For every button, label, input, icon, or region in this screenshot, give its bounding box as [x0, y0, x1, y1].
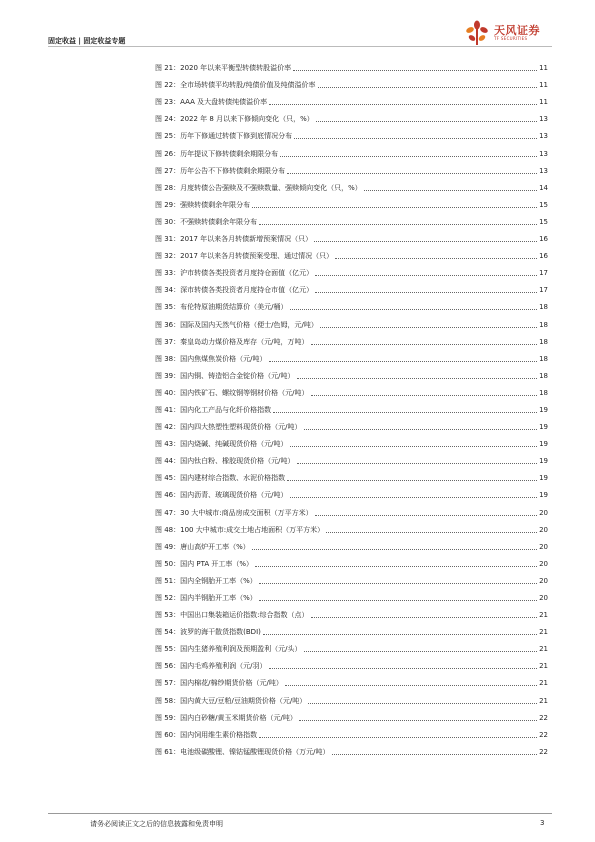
toc-entry-page: 20	[539, 576, 548, 585]
toc-entry[interactable]	[155, 73, 548, 90]
toc-entry[interactable]	[155, 500, 548, 517]
toc-entry-title: 电池级碳酸锂、镍钴锰酸锂现货价格（万元/吨）	[180, 747, 330, 756]
toc-entry-page: 15	[539, 200, 548, 209]
toc-entry-page: 13	[539, 149, 548, 158]
toc-entry-prefix: 图 42：	[155, 423, 181, 432]
toc-entry-title: 30 大中城市:商品房成交面积（万平方米）	[180, 508, 313, 517]
toc-entry-title: 国内钛白粉、橡胶现货价格（元/吨）	[180, 457, 295, 466]
toc-entry-prefix: 图 33：	[155, 269, 181, 278]
toc-entry[interactable]	[155, 312, 548, 329]
toc-entry-title: 国际及国内天然气价格（便士/色姆，元/吨）	[180, 320, 318, 329]
toc-entry[interactable]	[155, 723, 548, 740]
toc-entry-prefix: 图 31：	[155, 235, 181, 244]
toc-entry-prefix: 图 24：	[155, 115, 181, 124]
toc-entry-prefix: 图 34：	[155, 286, 181, 295]
toc-entry[interactable]	[155, 107, 548, 124]
toc-entry-title: 2017 年以来各月转债预案受理、通过情况（只）	[180, 252, 334, 261]
toc-entry[interactable]	[155, 483, 548, 500]
toc-entry-title: 中国出口集装箱运价指数:综合指数（点）	[180, 611, 309, 620]
toc-entry-page: 21	[539, 611, 548, 620]
toc-leader-dots	[259, 583, 537, 584]
toc-entry[interactable]	[155, 466, 548, 483]
toc-entry-page: 21	[539, 662, 548, 671]
toc-entry-page: 18	[539, 354, 548, 363]
toc-entry[interactable]	[155, 671, 548, 688]
toc-entry-title: 月度转债公告强赎及不强赎数量、强赎倾向变化（只，%）	[180, 183, 362, 192]
toc-entry[interactable]	[155, 654, 548, 671]
toc-entry-page: 20	[539, 559, 548, 568]
logo-flower-icon	[464, 20, 490, 46]
toc-leader-dots	[297, 378, 538, 379]
toc-entry-title: 国内饲用维生素价格指数	[180, 730, 258, 739]
toc-entry-prefix: 图 48：	[155, 525, 181, 534]
toc-entry-page: 20	[539, 542, 548, 551]
toc-entry[interactable]	[155, 244, 548, 261]
toc-entry-title: 国内毛鸡养殖利润（元/羽）	[180, 662, 267, 671]
toc-entry-page: 21	[539, 645, 548, 654]
toc-entry-prefix: 图 49：	[155, 542, 181, 551]
toc-entry-page: 13	[539, 166, 548, 175]
toc-entry-prefix: 图 44：	[155, 457, 181, 466]
toc-leader-dots	[290, 446, 538, 447]
toc-leader-dots	[273, 412, 537, 413]
toc-entry-title: 国内建材综合指数、水泥价格指数	[180, 474, 286, 483]
toc-entry[interactable]	[155, 449, 548, 466]
toc-entry-prefix: 图 25：	[155, 132, 181, 141]
toc-entry[interactable]	[155, 90, 548, 107]
toc-entry-page: 13	[539, 115, 548, 124]
toc-entry-prefix: 图 40：	[155, 388, 181, 397]
toc-entry-prefix: 图 30：	[155, 217, 181, 226]
toc-entry-page: 19	[539, 457, 548, 466]
toc-entry-page: 21	[539, 696, 548, 705]
toc-entry-page: 18	[539, 371, 548, 380]
toc-entry-prefix: 图 23：	[155, 98, 181, 107]
toc-entry-page: 20	[539, 594, 548, 602]
toc-entry-title: 全市场转债平均转股/纯债价值及纯债溢价率	[180, 81, 316, 90]
toc-entry-prefix: 图 26：	[155, 149, 181, 158]
toc-entry[interactable]	[155, 740, 548, 757]
toc-entry[interactable]	[155, 620, 548, 637]
toc-entry-title: 国内铜、铸造铝合金锭价格（元/吨）	[180, 371, 295, 380]
toc-entry-prefix: 图 61：	[155, 747, 181, 756]
toc-entry-page: 18	[539, 303, 548, 312]
toc-leader-dots	[320, 327, 537, 328]
toc-entry-title: 国内白砂糖/黄玉米期货价格（元/吨）	[180, 713, 297, 722]
toc-leader-dots	[364, 190, 537, 191]
toc-entry[interactable]	[155, 569, 548, 586]
toc-leader-dots	[311, 395, 538, 396]
toc-leader-dots	[269, 361, 538, 362]
toc-entry-page: 19	[539, 440, 548, 449]
toc-entry[interactable]	[155, 124, 548, 141]
toc-entry-prefix: 图 36：	[155, 320, 181, 329]
toc-entry-title: 国内化工产品与化纤价格指数	[180, 405, 272, 414]
toc-leader-dots	[315, 515, 537, 516]
toc-leader-dots	[316, 121, 537, 122]
toc-entry-page: 15	[539, 217, 548, 226]
toc-entry-prefix: 图 54：	[155, 628, 181, 637]
toc-entry-page: 16	[539, 235, 548, 244]
logo-english-name: TF SECURITIES	[494, 36, 528, 41]
toc-entry-title: 100 大中城市:成交土地占地面积（万平方米）	[180, 525, 325, 534]
toc-entry[interactable]	[155, 364, 548, 381]
toc-entry-title: 国内棉花/棉纱期货价格（元/吨）	[180, 679, 283, 688]
toc-entry-page: 19	[539, 405, 548, 414]
toc-entry-page: 21	[539, 628, 548, 637]
toc-entry-prefix: 图 27：	[155, 166, 181, 175]
toc-entry-title: 唐山高炉开工率（%）	[180, 542, 250, 551]
toc-entry[interactable]	[155, 603, 548, 620]
toc-entry[interactable]	[155, 586, 548, 603]
toc-entry-title: 历年下修通过转债下修到底情况分布	[180, 132, 293, 141]
toc-entry-page: 14	[539, 183, 548, 192]
toc-entry-page: 20	[539, 525, 548, 534]
toc-leader-dots	[326, 532, 537, 533]
toc-entry-prefix: 图 59：	[155, 713, 181, 722]
toc-entry-title: 2020 年以来平衡型转债转股溢价率	[180, 64, 292, 73]
toc-entry[interactable]	[155, 415, 548, 432]
toc-leader-dots	[297, 463, 538, 464]
toc-leader-dots	[332, 754, 538, 755]
toc-entry-page: 18	[539, 320, 548, 329]
toc-entry-prefix: 图 43：	[155, 440, 181, 449]
toc-entry-page: 19	[539, 474, 548, 483]
toc-entry[interactable]	[155, 176, 548, 193]
toc-entry[interactable]	[155, 552, 548, 569]
logo-chinese-name: 天风证券	[494, 24, 540, 37]
toc-entry-title: 历年提议下修转债剩余期限分布	[180, 149, 279, 158]
toc-leader-dots	[293, 70, 537, 71]
company-logo	[464, 20, 564, 48]
footer-divider	[48, 813, 552, 814]
toc-entry[interactable]	[155, 159, 548, 176]
toc-entry-title: 2017 年以来各月转债新增预案情况（只）	[180, 235, 313, 244]
toc-leader-dots	[318, 87, 538, 88]
toc-entry[interactable]	[155, 706, 548, 723]
toc-leader-dots	[315, 292, 537, 293]
toc-entry-page: 16	[539, 252, 548, 261]
toc-leader-dots	[269, 104, 537, 105]
toc-entry-prefix: 图 37：	[155, 337, 181, 346]
toc-leader-dots	[259, 600, 537, 601]
toc-entry-prefix: 图 53：	[155, 611, 181, 620]
toc-leader-dots	[304, 651, 538, 652]
toc-entry-title: 布伦特原油期货结算价（美元/桶）	[180, 303, 288, 312]
toc-leader-dots	[280, 156, 537, 157]
toc-entry[interactable]	[155, 141, 548, 158]
toc-leader-dots	[259, 737, 537, 738]
toc-leader-dots	[304, 429, 538, 430]
toc-entry-prefix: 图 46：	[155, 491, 181, 500]
toc-entry-title: 国内沥青、玻璃现货价格（元/吨）	[180, 491, 288, 500]
toc-entry[interactable]	[155, 432, 548, 449]
toc-leader-dots	[308, 703, 537, 704]
toc-leader-dots	[287, 173, 537, 174]
page-number: 3	[540, 819, 545, 827]
toc-entry[interactable]	[155, 381, 548, 398]
toc-leader-dots	[294, 138, 537, 139]
toc-entry-prefix: 图 60：	[155, 730, 181, 739]
toc-entry-title: 国内黄大豆/豆粕/豆油期货价格（元/吨）	[180, 696, 307, 705]
toc-entry[interactable]	[155, 227, 548, 244]
toc-leader-dots	[285, 685, 537, 686]
toc-entry-prefix: 图 29：	[155, 200, 181, 209]
toc-leader-dots	[314, 241, 537, 242]
toc-entry-title: 波罗的海干散货指数(BDI)	[180, 628, 261, 637]
toc-entry-prefix: 图 55：	[155, 645, 181, 654]
toc-leader-dots	[290, 497, 538, 498]
toc-entry-prefix: 图 35：	[155, 303, 181, 312]
toc-entry-title: 历年公告不下修转债剩余期限分布	[180, 166, 286, 175]
toc-entry-title: 深市转债各类投资者月度持仓市值（亿元）	[180, 286, 314, 295]
toc-entry[interactable]	[155, 210, 548, 227]
toc-leader-dots	[259, 224, 537, 225]
toc-entry-prefix: 图 58：	[155, 696, 181, 705]
toc-entry[interactable]	[155, 330, 548, 347]
toc-entry-prefix: 图 38：	[155, 354, 181, 363]
toc-entry-prefix: 图 22：	[155, 81, 181, 90]
toc-entry[interactable]	[155, 688, 548, 705]
toc-entry-page: 21	[539, 679, 548, 688]
toc-entry-prefix: 图 50：	[155, 559, 181, 568]
toc-entry[interactable]	[155, 535, 548, 552]
toc-leader-dots	[263, 634, 537, 635]
toc-entry[interactable]	[155, 56, 548, 73]
toc-entry[interactable]	[155, 398, 548, 415]
toc-entry-title: 国内半钢胎开工率（%）	[180, 594, 257, 602]
toc-entry-title: 强赎转债剩余年限分布	[180, 200, 251, 209]
toc-entry-title: 国内 PTA 开工率（%）	[180, 559, 253, 568]
toc-entry-page: 19	[539, 423, 548, 432]
toc-entry-title: 2022 年 8 月以来下修倾向变化（只，%）	[180, 115, 314, 124]
toc-entry-title: 国内焦煤焦炭价格（元/吨）	[180, 354, 267, 363]
toc-entry-title: 沪市转债各类投资者月度持仓面值（亿元）	[180, 269, 314, 278]
toc-entry-page: 18	[539, 388, 548, 397]
toc-entry-prefix: 图 45：	[155, 474, 181, 483]
figure-list	[155, 56, 548, 757]
footer-disclaimer: 请务必阅读正文之后的信息披露和免责申明	[90, 820, 223, 828]
toc-leader-dots	[252, 549, 537, 550]
toc-leader-dots	[252, 207, 537, 208]
toc-leader-dots	[299, 720, 537, 721]
toc-entry-page: 22	[539, 713, 548, 722]
header-category: 固定收益 | 固定收益专题	[48, 37, 126, 45]
toc-leader-dots	[335, 258, 537, 259]
toc-entry-title: 国内铁矿石、螺纹钢等钢材价格（元/吨）	[180, 388, 309, 397]
toc-entry-page: 22	[539, 730, 548, 739]
toc-entry-prefix: 图 47：	[155, 508, 181, 517]
toc-leader-dots	[255, 566, 537, 567]
toc-leader-dots	[287, 480, 537, 481]
toc-entry[interactable]	[155, 518, 548, 535]
toc-entry-title: 不强赎转债剩余年限分布	[180, 217, 258, 226]
toc-entry[interactable]	[155, 193, 548, 210]
toc-entry-prefix: 图 41：	[155, 405, 181, 414]
toc-entry-page: 11	[539, 64, 548, 73]
toc-entry-title: 国内四大热塑性塑料现货价格（元/吨）	[180, 423, 302, 432]
toc-entry-page: 11	[539, 98, 548, 107]
toc-leader-dots	[311, 617, 538, 618]
toc-entry[interactable]	[155, 278, 548, 295]
toc-leader-dots	[290, 309, 538, 310]
toc-entry-prefix: 图 57：	[155, 679, 181, 688]
toc-entry-title: AAA 及大盘转债纯债溢价率	[180, 98, 268, 107]
toc-entry-title: 秦皇岛动力煤价格及库存（元/吨，万吨）	[180, 337, 309, 346]
toc-entry-title: 国内烧碱、纯碱现货价格（元/吨）	[180, 440, 288, 449]
toc-entry-title: 国内生猪养殖利润及预期盈利（元/头）	[180, 645, 302, 654]
toc-entry-page: 13	[539, 132, 548, 141]
toc-entry-prefix: 图 32：	[155, 252, 181, 261]
toc-entry[interactable]	[155, 261, 548, 278]
toc-entry-page: 17	[539, 286, 548, 295]
toc-leader-dots	[269, 668, 538, 669]
toc-leader-dots	[315, 275, 537, 276]
toc-entry-prefix: 图 39：	[155, 371, 181, 380]
toc-entry-page: 19	[539, 491, 548, 500]
toc-entry[interactable]	[155, 295, 548, 312]
toc-entry-title: 国内全钢胎开工率（%）	[180, 576, 257, 585]
toc-entry-page: 11	[539, 81, 548, 90]
toc-entry[interactable]	[155, 347, 548, 364]
toc-entry-prefix: 图 21：	[155, 64, 181, 73]
toc-entry-page: 22	[539, 747, 548, 756]
toc-entry-prefix: 图 52：	[155, 594, 181, 602]
toc-leader-dots	[311, 344, 538, 345]
toc-entry[interactable]	[155, 637, 548, 654]
toc-entry-page: 20	[539, 508, 548, 517]
toc-entry-page: 17	[539, 269, 548, 278]
toc-entry-prefix: 图 28：	[155, 183, 181, 192]
toc-entry-page: 18	[539, 337, 548, 346]
toc-entry-prefix: 图 56：	[155, 662, 181, 671]
toc-entry-prefix: 图 51：	[155, 576, 181, 585]
